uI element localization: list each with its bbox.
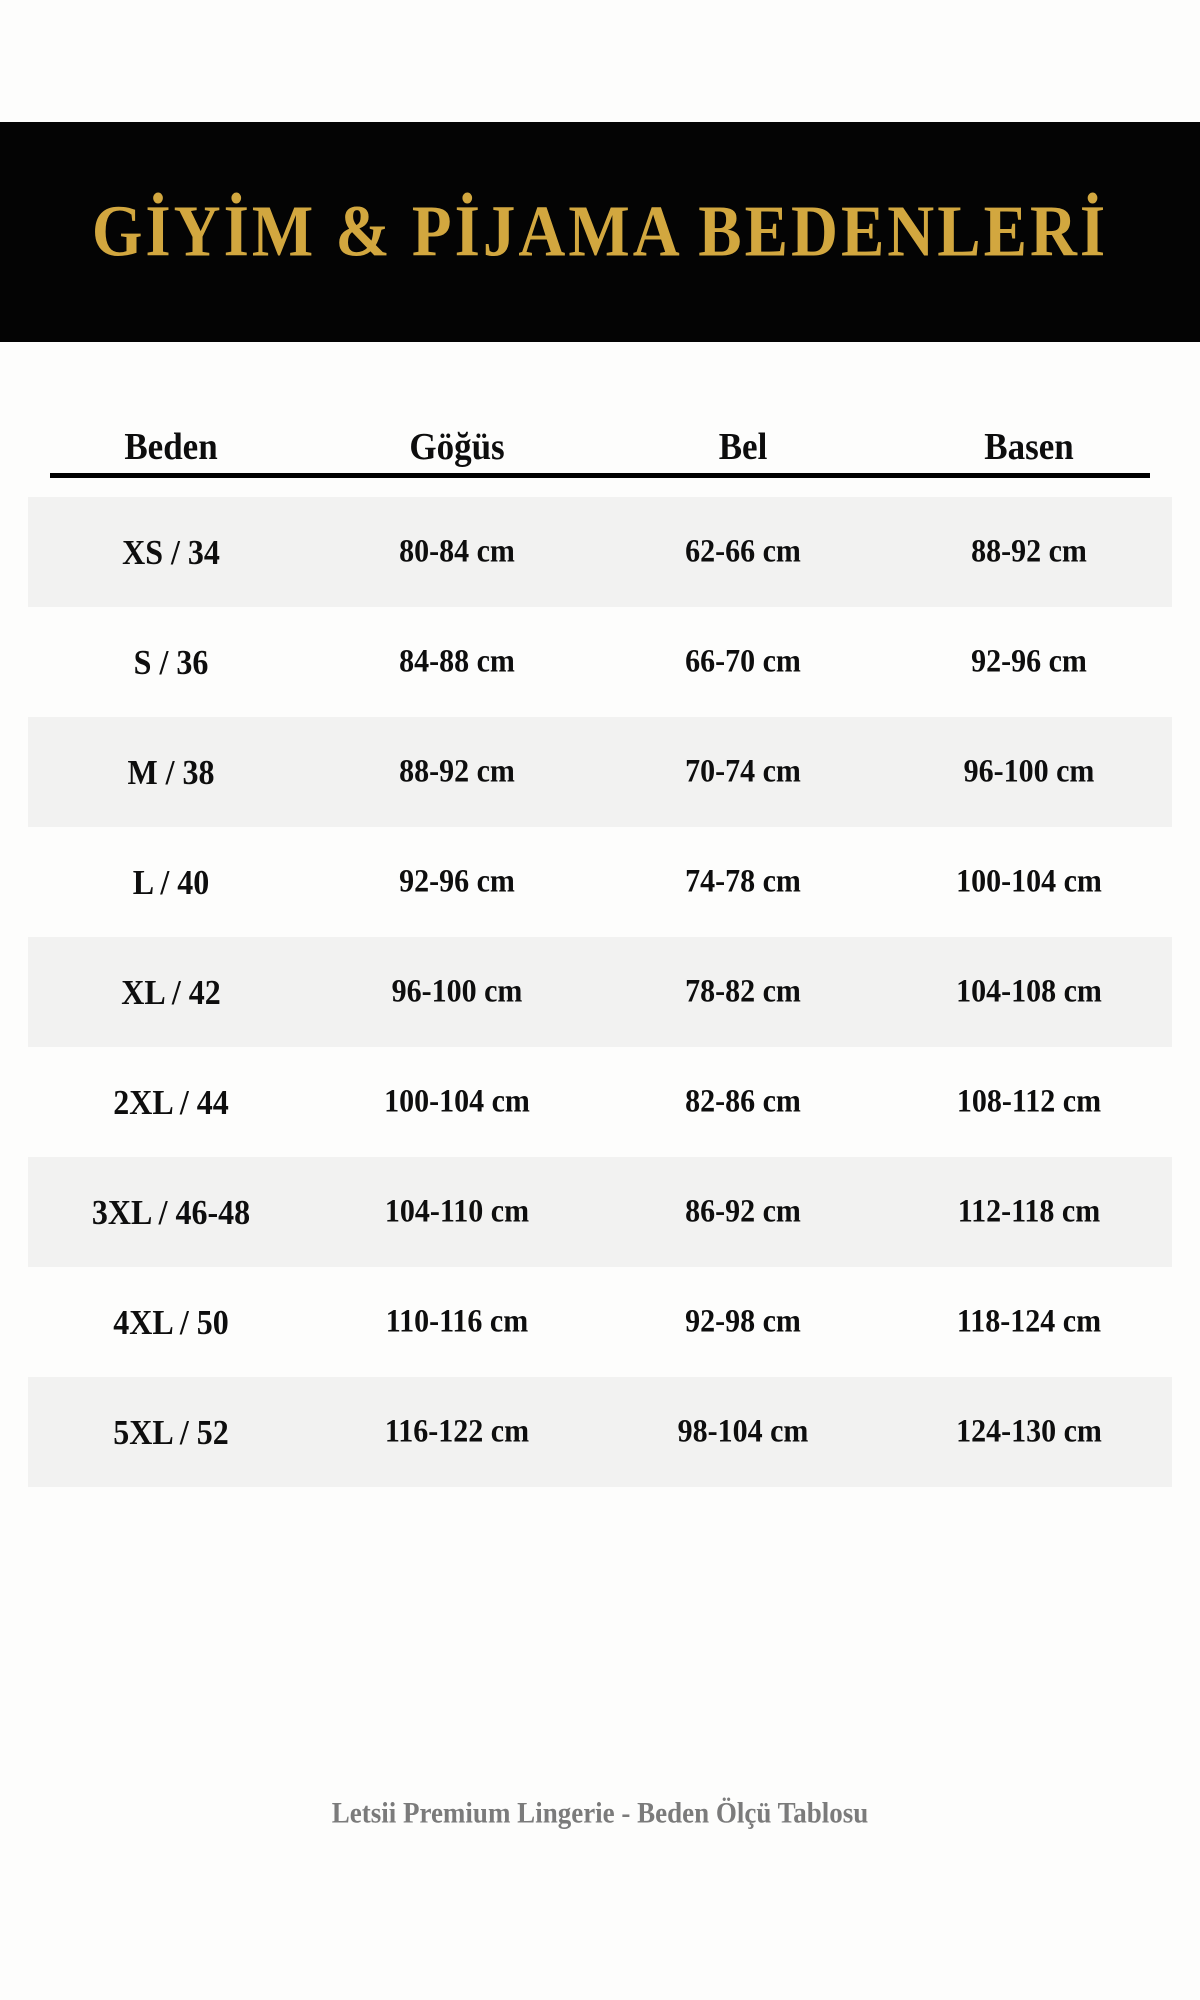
title-banner bbox=[0, 122, 1200, 342]
table-header-row bbox=[28, 400, 1172, 473]
hips-cell: 124-130 cm bbox=[956, 1413, 1102, 1450]
column-header-waist: Bel bbox=[718, 425, 768, 468]
waist-cell: 86-92 cm bbox=[685, 1193, 801, 1230]
column-header-hips: Basen bbox=[984, 425, 1074, 468]
table-body bbox=[28, 497, 1172, 1487]
table-row bbox=[28, 497, 1172, 607]
size-table bbox=[28, 400, 1172, 1487]
chest-cell: 96-100 cm bbox=[391, 973, 523, 1010]
hips-cell: 88-92 cm bbox=[971, 533, 1087, 570]
size-cell: 2XL / 44 bbox=[113, 1082, 229, 1121]
table-row bbox=[28, 937, 1172, 1047]
hips-cell: 108-112 cm bbox=[956, 1083, 1102, 1120]
chest-cell: 88-92 cm bbox=[399, 753, 515, 790]
waist-cell: 92-98 cm bbox=[685, 1303, 801, 1340]
size-cell: XL / 42 bbox=[121, 972, 221, 1011]
size-cell: XS / 34 bbox=[122, 532, 220, 571]
hips-cell: 92-96 cm bbox=[971, 643, 1087, 680]
size-cell: 5XL / 52 bbox=[113, 1412, 229, 1451]
waist-cell: 66-70 cm bbox=[685, 643, 801, 680]
size-cell: 3XL / 46-48 bbox=[91, 1192, 251, 1231]
page-title: GİYİM & PİJAMA BEDENLERİ bbox=[91, 191, 1109, 272]
chest-cell: 92-96 cm bbox=[399, 863, 515, 900]
table-row bbox=[28, 827, 1172, 937]
size-cell: 4XL / 50 bbox=[113, 1302, 229, 1341]
waist-cell: 78-82 cm bbox=[685, 973, 801, 1010]
hips-cell: 112-118 cm bbox=[957, 1193, 1101, 1230]
table-row bbox=[28, 1377, 1172, 1487]
waist-cell: 98-104 cm bbox=[677, 1413, 809, 1450]
waist-cell: 74-78 cm bbox=[685, 863, 801, 900]
waist-cell: 62-66 cm bbox=[685, 533, 801, 570]
waist-cell: 82-86 cm bbox=[685, 1083, 801, 1120]
hips-cell: 100-104 cm bbox=[956, 863, 1102, 900]
chest-cell: 110-116 cm bbox=[385, 1303, 529, 1340]
waist-cell: 70-74 cm bbox=[685, 753, 801, 790]
size-cell: M / 38 bbox=[127, 752, 215, 791]
table-row bbox=[28, 1157, 1172, 1267]
hips-cell: 96-100 cm bbox=[963, 753, 1095, 790]
size-cell: S / 36 bbox=[133, 642, 209, 681]
chest-cell: 100-104 cm bbox=[384, 1083, 530, 1120]
table-row bbox=[28, 717, 1172, 827]
chest-cell: 104-110 cm bbox=[384, 1193, 530, 1230]
header-divider bbox=[50, 473, 1150, 478]
hips-cell: 104-108 cm bbox=[956, 973, 1102, 1010]
table-row bbox=[28, 1047, 1172, 1157]
size-cell: L / 40 bbox=[132, 862, 210, 901]
column-header-size: Beden bbox=[124, 425, 218, 468]
chest-cell: 80-84 cm bbox=[399, 533, 515, 570]
hips-cell: 118-124 cm bbox=[956, 1303, 1102, 1340]
column-header-chest: Göğüs bbox=[409, 425, 505, 468]
chest-cell: 84-88 cm bbox=[399, 643, 515, 680]
table-row bbox=[28, 607, 1172, 717]
footer-caption: Letsii Premium Lingerie - Beden Ölçü Tablosu bbox=[331, 1796, 869, 1830]
table-row bbox=[28, 1267, 1172, 1377]
chest-cell: 116-122 cm bbox=[384, 1413, 530, 1450]
